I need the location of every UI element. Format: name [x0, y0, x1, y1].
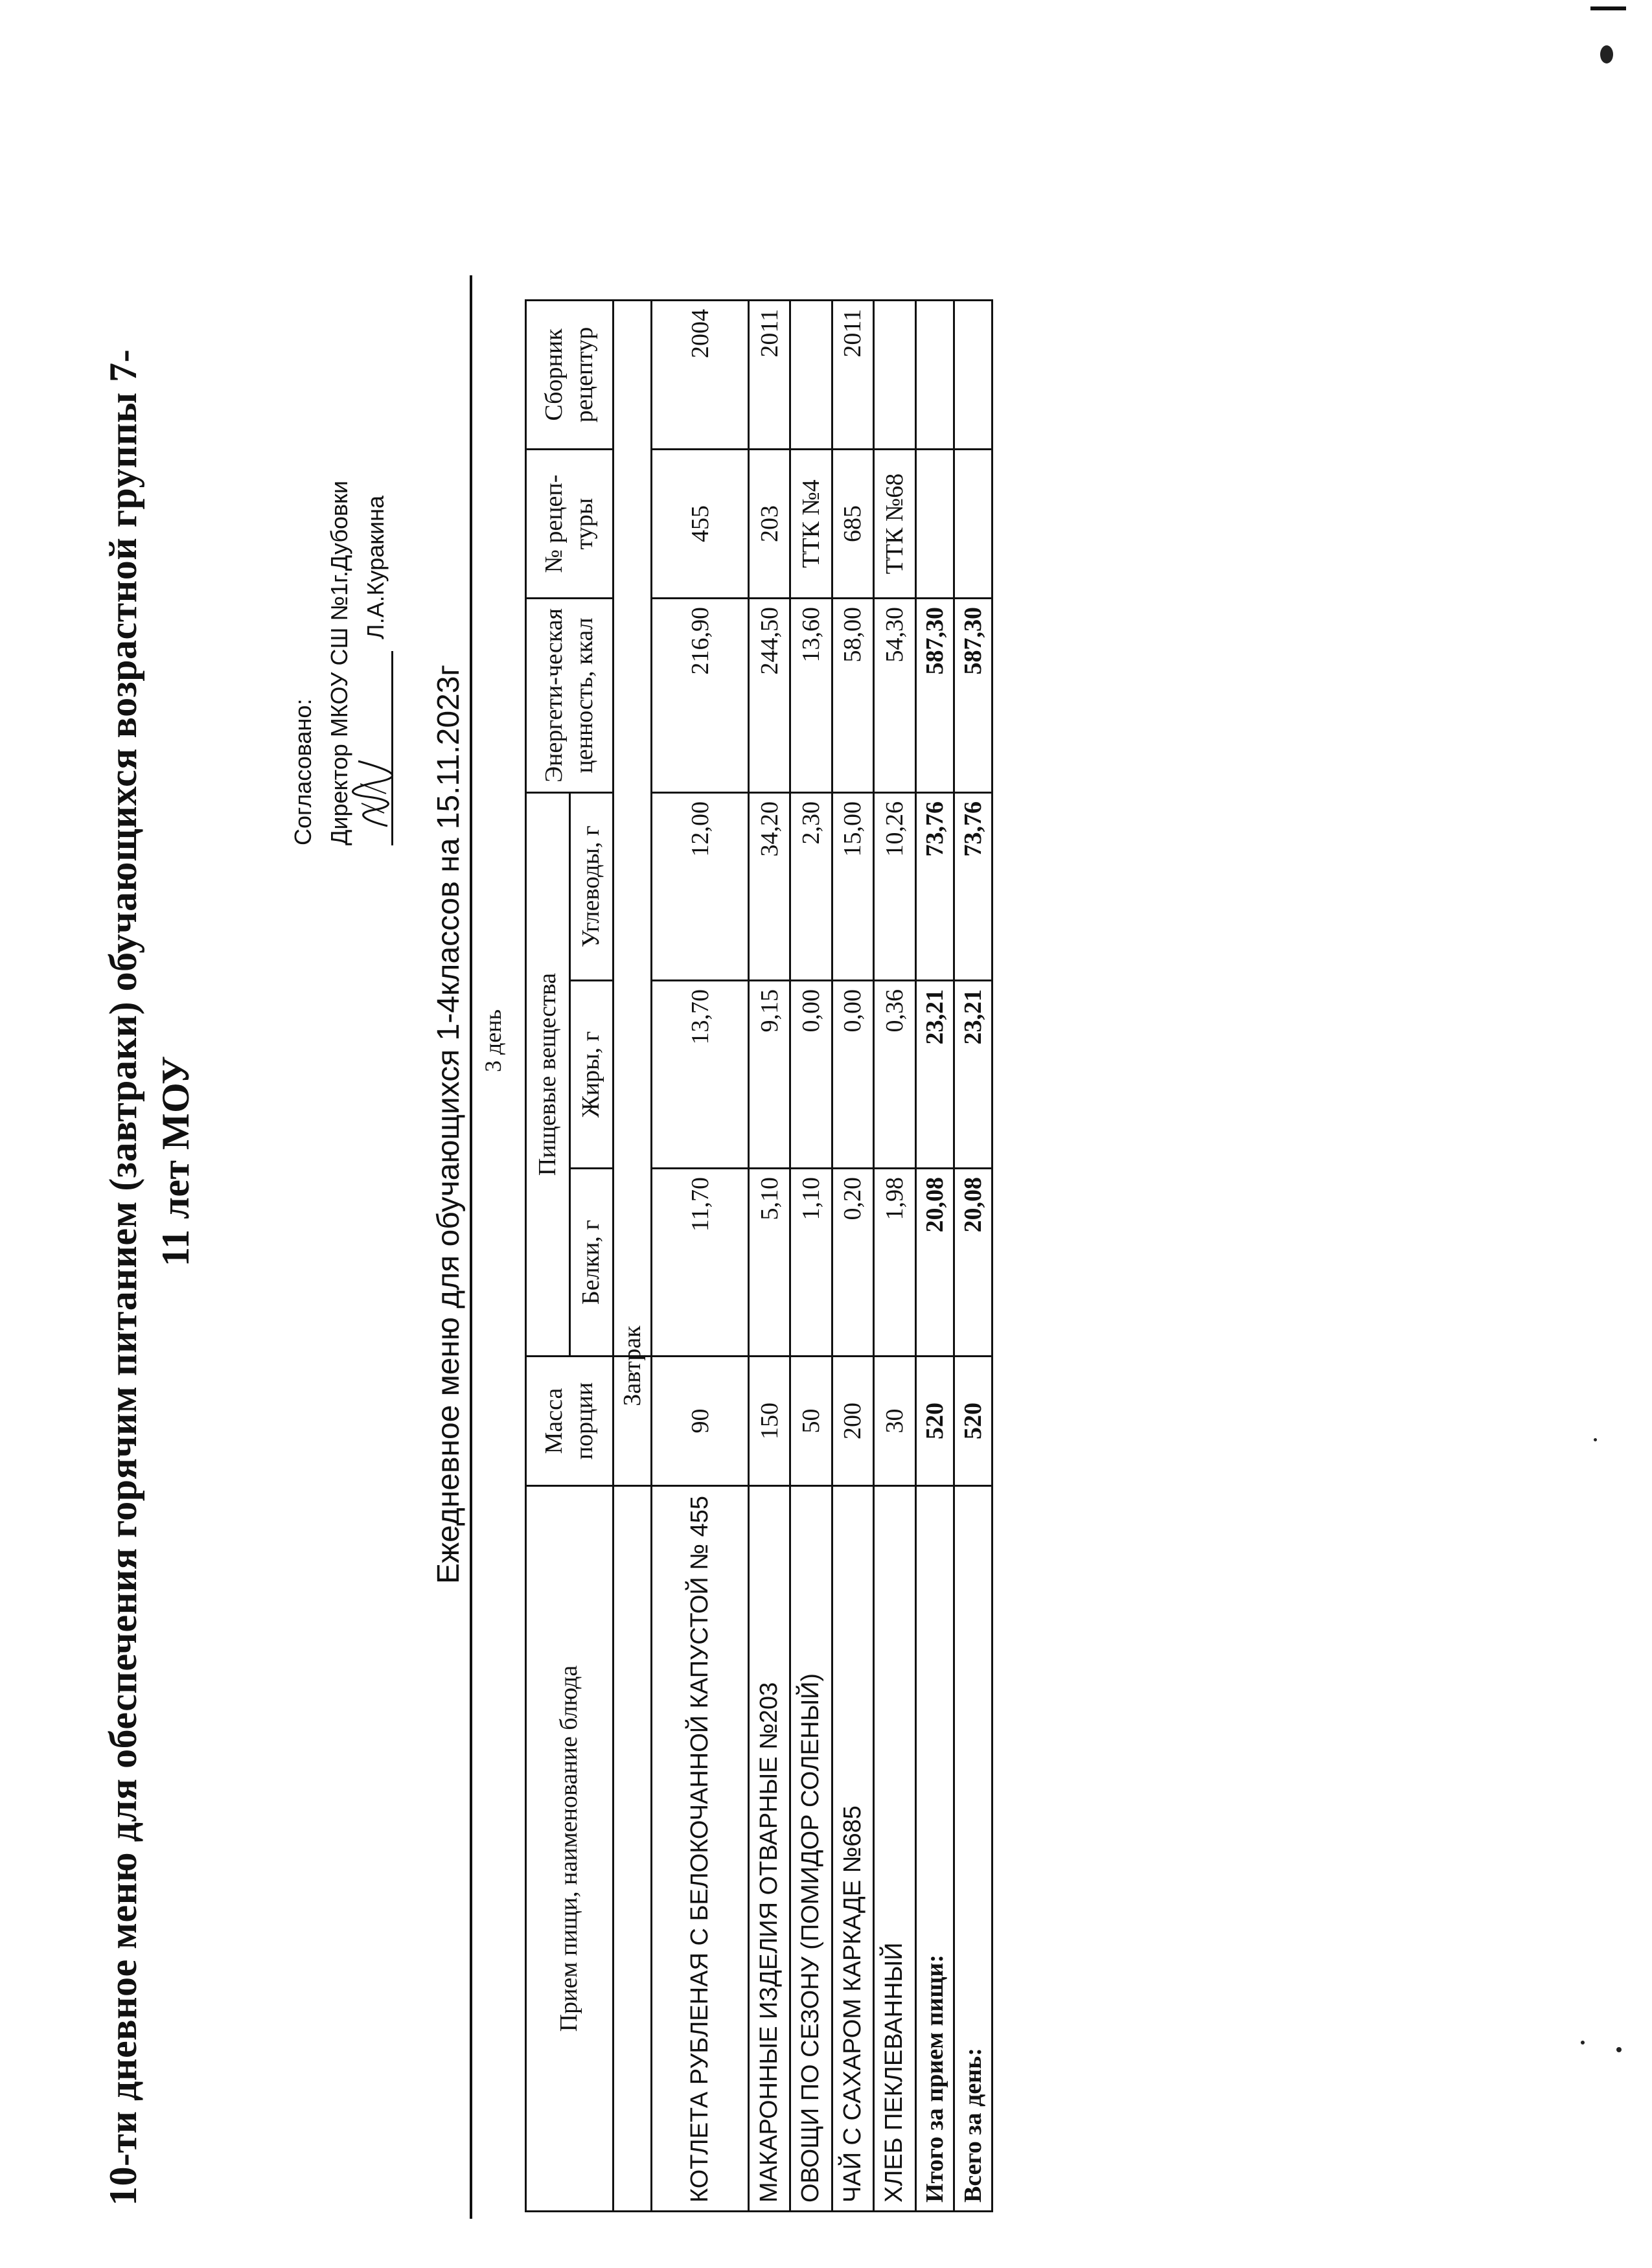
daily-menu-title: Ежедневное меню для обучающихся 1-4классов на 15.11.2023г [431, 665, 466, 1584]
dish-protein: 11,70 [652, 1169, 749, 1357]
dish-carbs: 12,00 [652, 792, 749, 980]
subtotal-mass: 520 [915, 1357, 954, 1486]
approval-name: Л.А.Куракина [361, 495, 389, 639]
header-nutrients: Пищевые вещества [526, 792, 570, 1356]
subtotal-row [915, 300, 954, 2211]
rotated-document [0, 16, 1620, 2245]
header-energy [526, 598, 614, 792]
header-recipe-no [526, 449, 614, 598]
dish-fat: 9,15 [749, 981, 790, 1169]
header-collection-line-1: Сборник [540, 328, 568, 421]
dish-collection: 2011 [832, 300, 873, 449]
header-recipe-line-1: № рецеп- [540, 474, 568, 573]
table-row [874, 300, 915, 2211]
header-row-1 [526, 300, 570, 2211]
subtotal-empty [915, 300, 954, 449]
day-label: 3 день [480, 1009, 506, 1072]
header-collection-line-2: рецептур [571, 326, 598, 423]
subtotal-carbs: 73,76 [915, 792, 954, 980]
page-edge-mark [1590, 6, 1626, 10]
header-energy-line-2: ценность, ккал [571, 617, 598, 773]
dish-fat: 0,36 [874, 981, 915, 1169]
scan-speck [1594, 1438, 1597, 1441]
menu-table [525, 299, 993, 2212]
dish-recipe-no: ТТК №4 [790, 449, 832, 598]
dish-protein: 1,98 [874, 1169, 915, 1357]
dish-protein: 0,20 [832, 1169, 873, 1357]
subtotal-empty [915, 449, 954, 598]
header-mass [526, 1357, 614, 1486]
dish-energy: 244,50 [749, 598, 790, 792]
dish-carbs: 34,20 [749, 792, 790, 980]
dish-fat: 0,00 [790, 981, 832, 1169]
subtotal-energy: 587,30 [915, 598, 954, 792]
dish-energy: 58,00 [832, 598, 873, 792]
dish-collection [790, 300, 832, 449]
dish-name: ОВОЩИ ПО СЕЗОНУ (ПОМИДОР СОЛЕНЫЙ) [790, 1486, 832, 2212]
table-row [749, 300, 790, 2211]
total-empty [954, 300, 992, 449]
section-label [614, 300, 652, 1406]
section-row [614, 300, 652, 2211]
table-row [790, 300, 832, 2211]
header-carbs: Углеводы, г [569, 792, 614, 980]
total-protein: 20,08 [954, 1169, 992, 1357]
total-energy: 587,30 [954, 598, 992, 792]
dish-energy: 216,90 [652, 598, 749, 792]
dish-collection: 2004 [652, 300, 749, 449]
title-line-1: 10-ти дневное меню для обеспечения горячим питанием (завтраки) обучающихся возрастной группы 7- [102, 349, 144, 2206]
total-mass: 520 [954, 1357, 992, 1486]
dish-collection [874, 300, 915, 449]
total-row [954, 300, 992, 2211]
dish-protein: 5,10 [749, 1169, 790, 1357]
horizontal-rule [470, 275, 472, 2219]
dish-mass: 90 [652, 1357, 749, 1486]
document-title [97, 327, 202, 2206]
header-fat: Жиры, г [569, 981, 614, 1169]
total-empty [954, 449, 992, 598]
header-mass-line-2: порции [571, 1382, 598, 1460]
header-energy-line-1: Энергети-ческая [540, 608, 568, 783]
dish-name: КОТЛЕТА РУБЛЕНАЯ С БЕЛОКОЧАННОЙ КАПУСТОЙ № 455 [652, 1486, 749, 2212]
total-fat: 23,21 [954, 981, 992, 1169]
dish-name: ХЛЕБ ПЕКЛЕВАННЫЙ [874, 1486, 915, 2212]
dish-mass: 30 [874, 1357, 915, 1486]
dish-mass: 50 [790, 1357, 832, 1486]
dish-recipe-no: 685 [832, 449, 873, 598]
handwritten-signature [349, 755, 400, 832]
approval-label: Согласовано: [290, 698, 316, 845]
dish-mass: 150 [749, 1357, 790, 1486]
total-label: Всего за день: [954, 1486, 992, 2212]
dish-recipe-no: 203 [749, 449, 790, 598]
dish-energy: 54,30 [874, 598, 915, 792]
header-dish: Прием пищи, наименование блюда [526, 1486, 614, 2212]
scan-speck [1581, 2041, 1585, 2045]
subtotal-protein: 20,08 [915, 1169, 954, 1357]
section-empty-cell [614, 1486, 652, 2212]
title-line-2: 11 лет МОУ [154, 1055, 197, 1266]
table-row [652, 300, 749, 2211]
dish-fat: 13,70 [652, 981, 749, 1169]
dish-name: ЧАЙ С САХАРОМ КАРКАДЕ №685 [832, 1486, 873, 2212]
dish-recipe-no: 455 [652, 449, 749, 598]
approval-position: Директор МКОУ СШ №1г.Дубовки [325, 480, 352, 845]
table-row [832, 300, 873, 2211]
dish-carbs: 15,00 [832, 792, 873, 980]
total-carbs: 73,76 [954, 792, 992, 980]
header-mass-line-1: Масса [540, 1388, 568, 1454]
section-text: Завтрак [619, 1325, 646, 1406]
dish-energy: 13,60 [790, 598, 832, 792]
scan-speck [1600, 45, 1613, 63]
scan-speck [1616, 2047, 1622, 2052]
dish-carbs: 2,30 [790, 792, 832, 980]
header-collection [526, 300, 614, 449]
dish-fat: 0,00 [832, 981, 873, 1169]
dish-carbs: 10,26 [874, 792, 915, 980]
header-protein: Белки, г [569, 1169, 614, 1357]
header-recipe-line-2: туры [571, 498, 598, 550]
signature-line [365, 651, 393, 845]
dish-collection: 2011 [749, 300, 790, 449]
dish-name: МАКАРОННЫЕ ИЗДЕЛИЯ ОТВАРНЫЕ №203 [749, 1486, 790, 2212]
dish-recipe-no: ТТК №68 [874, 449, 915, 598]
subtotal-fat: 23,21 [915, 981, 954, 1169]
dish-protein: 1,10 [790, 1169, 832, 1357]
approval-block [285, 481, 393, 845]
dish-mass: 200 [832, 1357, 873, 1486]
approval-signature-row [358, 481, 394, 845]
subtotal-label: Итого за прием пищи: [915, 1486, 954, 2212]
